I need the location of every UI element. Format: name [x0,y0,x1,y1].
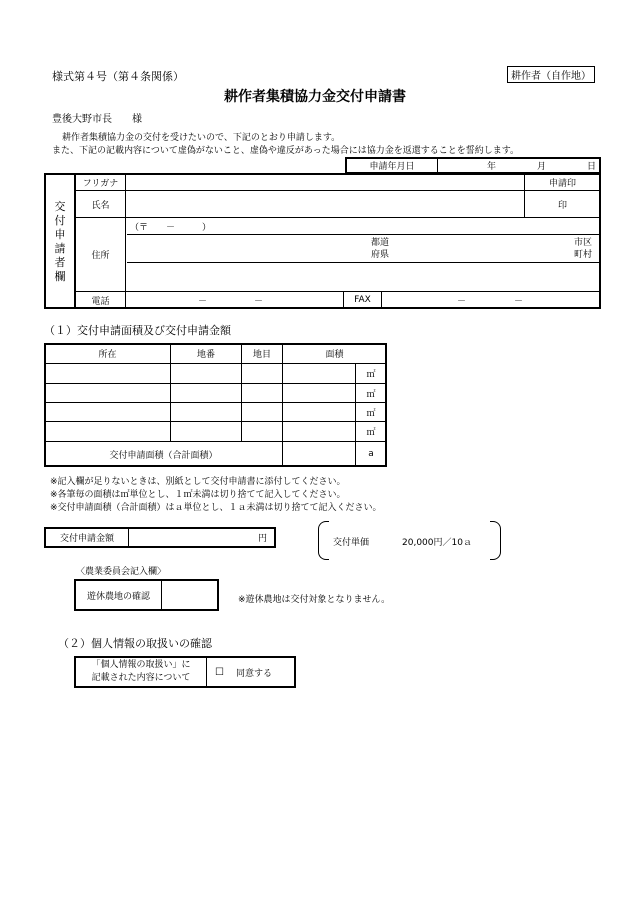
name-field[interactable] [126,191,523,217]
application-date-label: 申請年月日 [369,162,415,172]
fax-dash-1: － [457,296,467,307]
applicant-type-badge: 耕作者（自作地） [507,66,595,83]
address-label: 住所 [91,251,110,261]
unit-m2-row-4: ㎡ [366,428,376,438]
address-line-2-field[interactable] [126,263,600,291]
fax-label: FAX [354,295,371,305]
intro-line-1: 耕作者集積協力金の交付を受けたいので、下記のとおり申請します。 [62,133,341,143]
city-suffix: 市区 町村 [574,238,593,260]
address-line-1-field[interactable] [126,235,600,262]
note-2: ※各筆毎の面積は㎡単位とし、１㎡未満は切り捨てて記入してください。 [50,490,346,500]
section-1-heading: （１）交付申請面積及び交付申請金額 [44,324,231,337]
header-land-category: 地目 [252,350,271,360]
fax-dash-2: － [514,296,524,307]
phone-dash-2: － [254,296,264,307]
furigana-field[interactable] [126,174,523,190]
applicant-side-label: 交付申請者欄 [54,200,66,283]
date-month: 月 [537,162,547,172]
amount-unit: 円 [258,534,268,544]
phone-field[interactable] [126,292,342,308]
addressee: 豊後大野市長 様 [52,114,142,125]
total-area-label: 交付申請面積（合計面積） [109,450,218,461]
page-title: 耕作者集積協力金交付申請書 [224,89,406,105]
note-1: ※記入欄が足りないときは、別紙として交付申請書に添付してください。 [50,477,346,487]
form-number: 様式第４号（第４条関係） [52,70,184,83]
header-area: 面積 [325,350,344,360]
unit-price-value: 20,000円／10ａ [402,538,472,548]
unit-price-label: 交付単価 [333,538,370,548]
phone-dash-1: － [198,296,208,307]
phone-label: 電話 [91,296,110,307]
privacy-label: 「個人情報の取扱い」に 記載された内容について [91,660,191,683]
committee-caption: 〈農業委員会記入欄〉 [76,567,167,577]
left-bracket [318,521,329,560]
intro-line-2: また、下記の記載内容について虚偽がないこと、虚偽や違反があった場合には協力金を返還することを誓約します。 [52,146,520,156]
section-2-heading: （２）個人情報の取扱いの確認 [58,637,212,650]
postal-code-field[interactable]: （〒 － ） [130,222,212,233]
date-day: 日 [587,162,597,172]
amount-label: 交付申請金額 [59,534,114,544]
header-location: 所在 [98,350,117,360]
name-label: 氏名 [91,200,110,211]
unit-m2-row-2: ㎡ [366,389,376,400]
furigana-label: フリガナ [82,178,119,189]
idle-land-note: ※遊休農地は交付対象となりません。 [238,595,391,605]
agree-checkbox[interactable]: ☐ [215,666,224,678]
header-lot-number: 地番 [196,350,215,360]
seal-mark: 印 [557,200,567,211]
unit-a: a [368,449,374,459]
prefecture-suffix: 都道 府県 [371,238,390,260]
seal-label: 申請印 [548,178,576,189]
amount-field[interactable] [129,528,254,547]
unit-m2-row-1: ㎡ [366,370,376,380]
idle-land-check-label: 遊休農地の確認 [86,591,150,602]
agree-label: 同意する [236,668,273,679]
date-year: 年 [487,162,497,172]
unit-m2-row-3: ㎡ [366,408,376,419]
right-bracket [490,521,501,560]
note-3: ※交付申請面積（合計面積）はａ単位とし、１ａ未満は切り捨てて記入ください。 [50,503,382,513]
idle-land-check-field[interactable] [162,580,217,610]
fax-field[interactable] [382,292,600,308]
